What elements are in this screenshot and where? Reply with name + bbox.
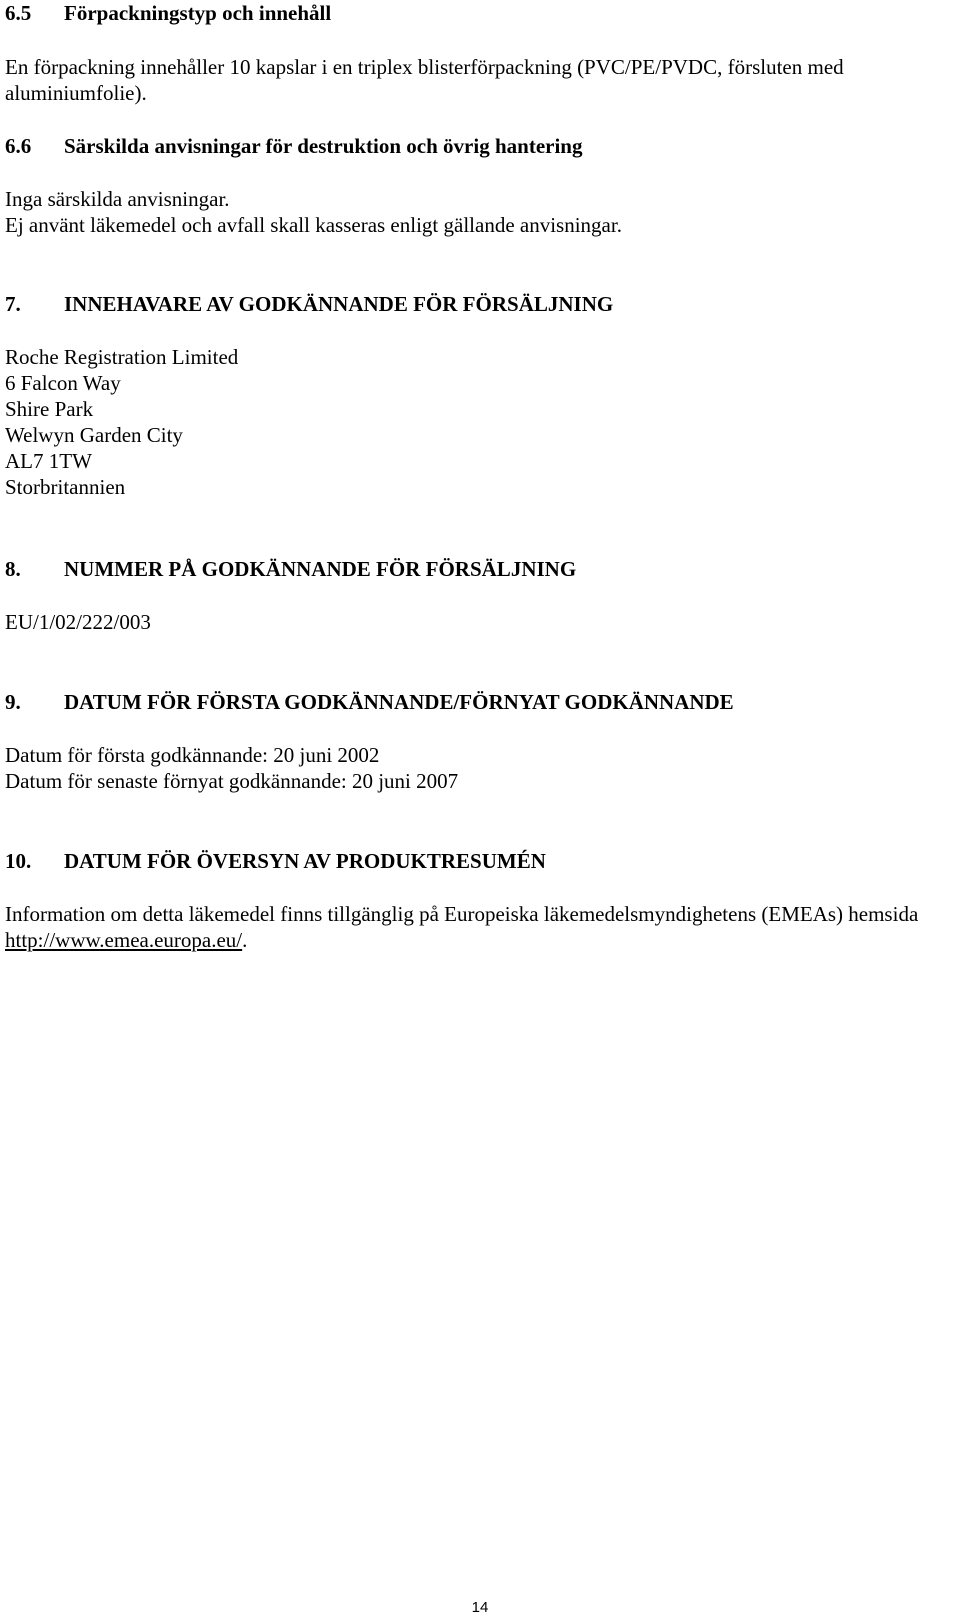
text-line: Datum för senaste förnyat godkännande: 20 juni 2007 [5,769,459,793]
section-title: Förpackningstyp och innehåll [64,1,332,25]
address-line: Shire Park [5,397,94,421]
address-line: Welwyn Garden City [5,423,183,447]
text-line: Datum för första godkännande: 20 juni 2002 [5,743,380,767]
section-number: 8. [5,557,21,581]
trailing-period: . [242,928,248,952]
text-line: Ej använt läkemedel och avfall skall kasseras enligt gällande anvisningar. [5,213,622,237]
authorisation-number: EU/1/02/222/003 [5,610,151,634]
section-title: NUMMER PÅ GODKÄNNANDE FÖR FÖRSÄLJNING [64,557,577,581]
section-number: 6.6 [5,134,32,158]
address-line: 6 Falcon Way [5,371,121,395]
address-line: AL7 1TW [5,449,92,473]
section-number: 10. [5,849,32,873]
section-heading-8 [5,556,576,582]
section-number: 9. [5,690,21,714]
section-heading-10 [5,848,546,874]
info-text: Information om detta läkemedel finns tillgänglig på Europeiska läkemedelsmyndighetens (EMEAs) hemsida [5,902,919,926]
section-text-6-6 [5,186,955,238]
section-heading-7 [5,291,613,317]
section-title: INNEHAVARE AV GODKÄNNANDE FÖR FÖRSÄLJNING [64,292,614,316]
section-title: DATUM FÖR ÖVERSYN AV PRODUKTRESUMÉN [64,849,546,873]
section-text-6-5: En förpackning innehåller 10 kapslar i en triplex blisterförpackning (PVC/PE/PVDC, försluten med aluminiumfolie). [5,55,844,105]
authorisation-dates [5,742,955,794]
address-line: Storbritannien [5,475,126,499]
section-title: Särskilda anvisningar för destruktion och övrig hantering [64,134,583,158]
text-line: Inga särskilda anvisningar. [5,187,230,211]
emea-website-link[interactable]: http://www.emea.europa.eu/ [5,928,243,952]
section-text-10 [5,901,955,953]
section-number: 6.5 [5,1,32,25]
section-heading-6-6 [5,133,582,159]
section-heading-6-5 [5,0,331,26]
address-line: Roche Registration Limited [5,345,239,369]
section-title: DATUM FÖR FÖRSTA GODKÄNNANDE/FÖRNYAT GODKÄNNANDE [64,690,734,714]
holder-address [5,344,955,500]
section-heading-9 [5,689,734,715]
section-number: 7. [5,292,21,316]
page-number: 14 [471,1599,489,1616]
